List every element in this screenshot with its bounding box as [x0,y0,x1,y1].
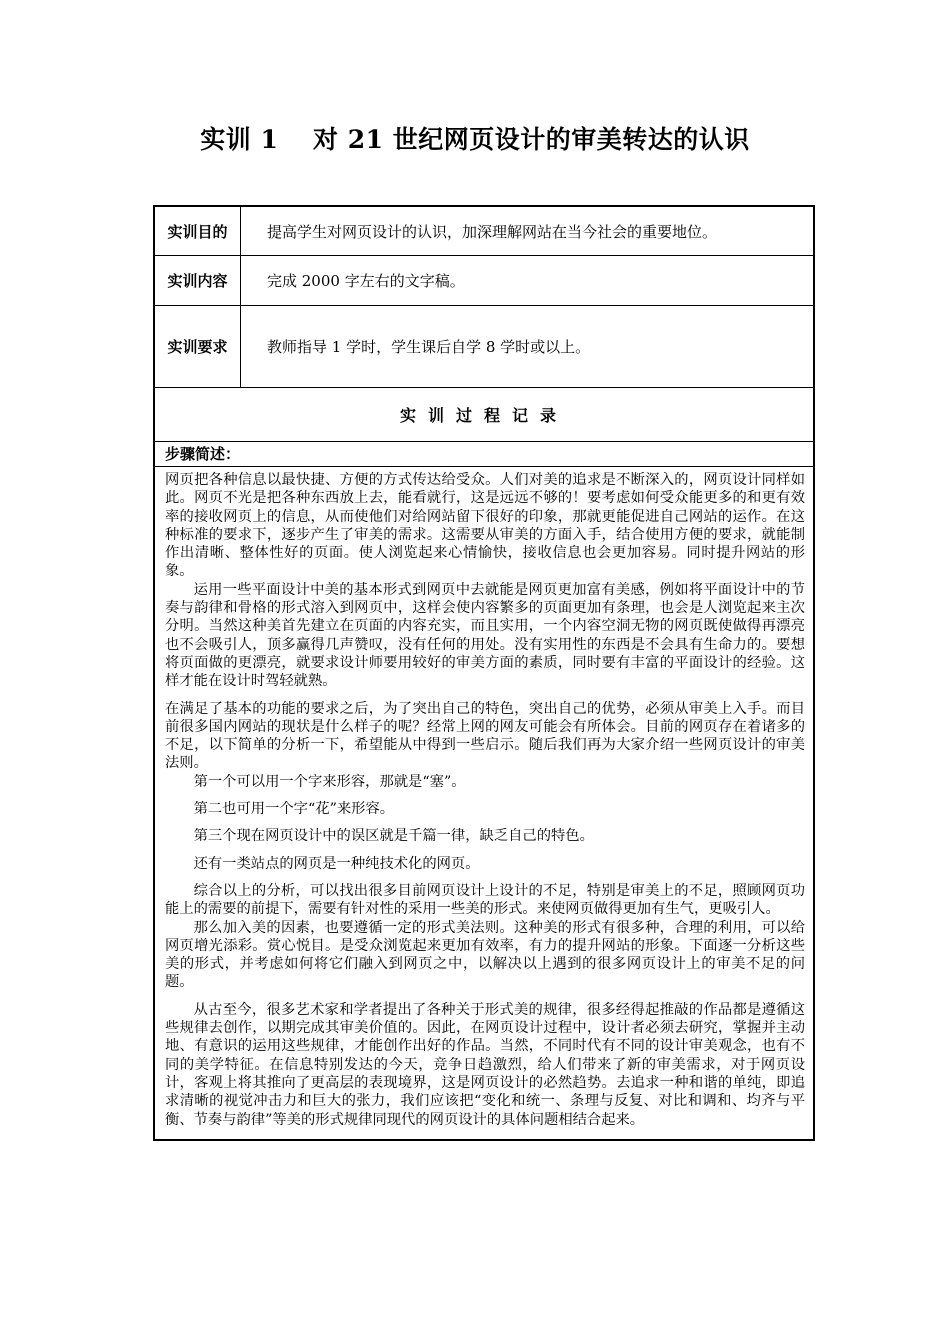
paragraph: 网页把各种信息以最快捷、方便的方式传达给受众。人们对美的追求是不断深入的，网页设计同样如此。网页不光是把各种东西放上去，能看就行，这是远远不够的！要考虑如何受众能更多的和更有效率的接收网页上的信息，从而使他们对给网站留下很好的印象，那就更能促进自己网站的运作。在这种标准的要求下，逐步产生了审美的需求。这需要从审美的方面入手，结合使用方便的要求，就能制作出清晰、整体性好的页面。使人浏览起来心情愉快，接收信息也会更加容易。同时提升网站的形象。 [165,472,805,580]
steps-label: 步骤简述： [155,442,813,467]
page-title: 实训 1 对 21 世纪网页设计的审美转达的认识 [200,125,750,154]
requirement-label: 实训要求 [155,306,241,387]
form-row-content [155,256,813,306]
form-row-purpose [155,207,813,256]
paragraph: 综合以上的分析，可以找出很多目前网页设计上设计的不足，特别是审美上的不足，照顾网页功能上的需要的前提下，需要有针对性的采用一些美的形式。来使网页做得更加有生气，更吸引人。 [165,882,805,918]
purpose-value: 提高学生对网页设计的认识，加深理解网站在当今社会的重要地位。 [267,222,718,241]
paragraph: 运用一些平面设计中美的基本形式到网页中去就能是网页更加富有美感，例如将平面设计中的节奏与韵律和骨格的形式溶入到网页中，这样会使内容繁多的页面更加有条理，也会是人浏览起来主次分明。当然这种美首先建立在页面的内容充实，而且实用，一个内容空洞无物的网页既使做得再漂亮也不会吸引人，顶多赢得几声赞叹，没有任何的用处。没有实用性的东西是不会具有生命力的。要想将页面做的更漂亮，就要求设计师要用较好的审美方面的素质，同时要有丰富的平面设计的经验。这样才能在设计时驾轻就熟。 [165,581,805,690]
requirement-value: 教师指导 1 学时，学生课后自学 8 学时或以上。 [267,338,591,356]
form-row-requirement [155,306,813,388]
content-label: 实训内容 [155,256,241,305]
steps-body [155,467,813,1139]
paragraph: 那么加入美的因素，也要遵循一定的形式美法则。这种美的形式有很多种，合理的利用，可以给网页增光添彩。赏心悦目。是受众浏览起来更加有效率，有力的提升网站的形象。下面逐一分析这些美的形式，并考虑如何将它们融入到网页之中，以解决以上遇到的很多网页设计上的审美不足的问题。 [165,919,805,991]
purpose-label: 实训目的 [155,207,241,255]
paragraph: 还有一类站点的网页是一种纯技术化的网页。 [193,855,480,872]
paragraph: 在满足了基本的功能的要求之后，为了突出自己的特色，突出自己的优势，必须从审美上入手。而目前很多国内网站的现状是什么样子的呢？经常上网的网友可能会有所体会。目前的网页存在着诸多的不足，以下简单的分析一下，希望能从中得到一些启示。随后我们再为大家介绍一些网页设计的审美法则。 [165,700,805,772]
paragraph: 第一个可以用一个字来形容，那就是“塞”。 [193,773,466,790]
content-value: 完成 2000 字左右的文字稿。 [267,272,465,290]
training-form [153,205,815,1141]
process-record-heading: 实训过程记录 [155,388,813,442]
paragraph: 第二也可用一个字“花”来形容。 [193,801,395,818]
paragraph: 第三个现在网页设计中的误区就是千篇一律，缺乏自己的特色。 [193,828,594,845]
paragraph: 从古至今，很多艺术家和学者提出了各种关于形式美的规律，很多经得起推敲的作品都是遵循这些规律去创作，以期完成其审美价值的。因此，在网页设计过程中，设计者必须去研究，掌握并主动地、有意识的运用这些规律，才能创作出好的作品。当然，不同时代有不同的设计审美观念，也有不同的美学特征。在信息特别发达的今天，竞争日趋激烈，给人们带来了新的审美需求，对于网页设计，客观上将其推向了更高层的表现境界，这是网页设计的必然趋势。去追求一种和谐的单纯，即追求清晰的视觉冲击力和巨大的张力，我们应该把“变化和统一、条理与反复、对比和调和、均齐与平衡、节奏与韵律”等美的形式规律同现代的网页设计的具体问题相结合起来。 [165,1001,805,1128]
